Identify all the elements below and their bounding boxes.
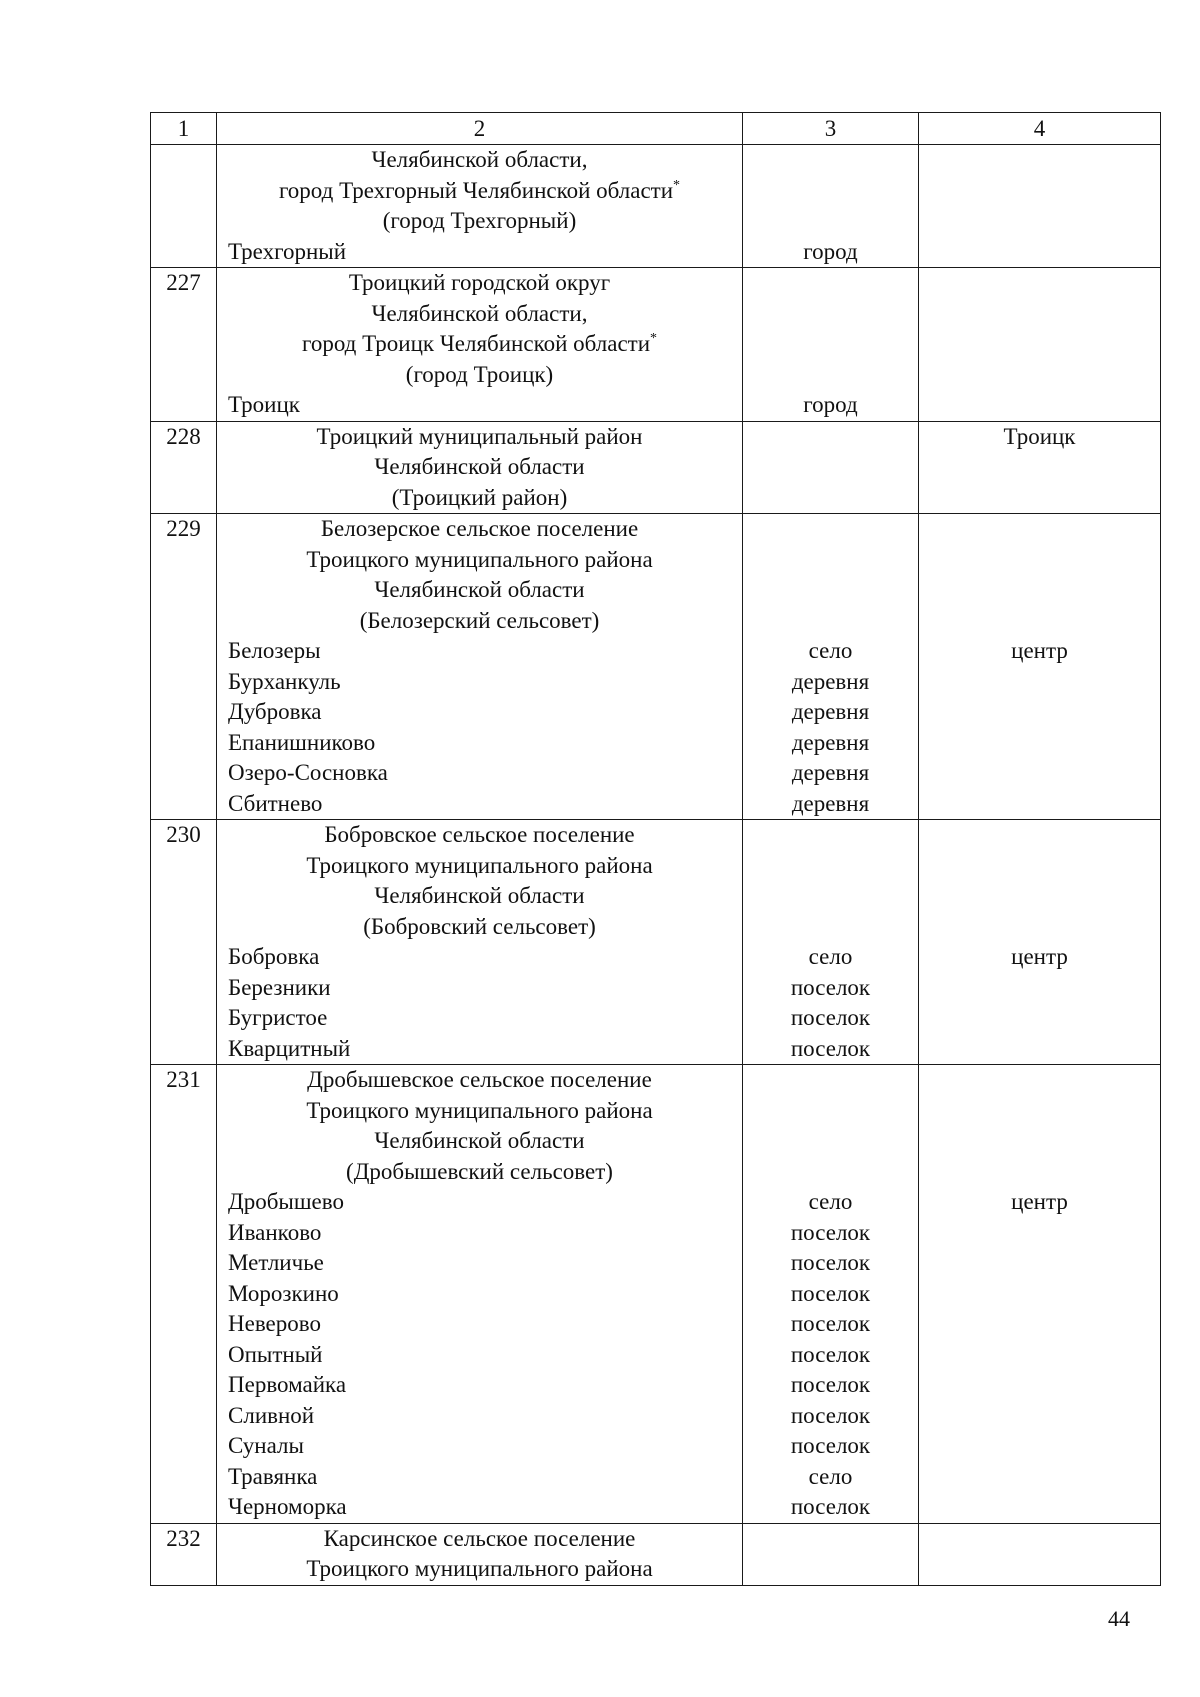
row-center-cell (919, 421, 1161, 514)
place-type: поселок (790, 974, 871, 1000)
admin-center (919, 820, 1160, 851)
place-note (919, 1034, 1160, 1065)
place-name: Бугристое (228, 1005, 328, 1030)
entity-title-text: (Дробышевский сельсовет) (346, 1158, 613, 1184)
row-type-cell (743, 421, 919, 514)
place-note (919, 667, 1160, 698)
spacer-line (743, 1554, 918, 1585)
place-name: Сбитнево (228, 790, 323, 816)
place-note (919, 758, 1160, 789)
entity-title-line (217, 851, 742, 882)
place-note (919, 697, 1160, 728)
spacer-line (743, 1157, 918, 1188)
entity-title-text: Челябинской области, (371, 147, 588, 172)
entity-title-line (217, 145, 742, 176)
place-type: поселок (790, 1250, 871, 1275)
place-note (919, 1003, 1160, 1034)
spacer-line (743, 206, 918, 237)
row-name-cell (217, 268, 743, 422)
entity-title-line (217, 1065, 742, 1096)
place-type: деревня (791, 729, 870, 755)
spacer-line (743, 360, 918, 391)
place-name: Бурханкуль (228, 668, 341, 694)
spacer-line (919, 1554, 1160, 1585)
header-cell-4: 4 (919, 113, 1161, 145)
spacer-line (743, 1096, 918, 1127)
place-name: Черноморка (228, 1494, 347, 1519)
place-type: город (803, 238, 858, 264)
place-name: Кварцитный (228, 1035, 351, 1061)
row-center-cell (919, 268, 1161, 422)
place-note (919, 390, 1160, 421)
place-type: поселок (790, 1035, 871, 1061)
spacer-line (743, 176, 918, 207)
spacer-line (743, 268, 918, 299)
entity-title-text: (город Трехгорный) (382, 208, 577, 233)
place-name: Суналы (228, 1433, 304, 1458)
place-type: село (808, 1189, 853, 1214)
place-name: Дробышево (228, 1189, 344, 1214)
spacer-line (743, 912, 918, 943)
place-type: деревня (791, 790, 870, 816)
entity-title-text: Челябинской области (374, 454, 585, 479)
place-type: поселок (790, 1372, 871, 1397)
spacer-line (743, 1065, 918, 1096)
entity-title-text: (Бобровский сельсовет) (363, 913, 596, 939)
place-note (919, 237, 1160, 268)
place-type: поселок (790, 1219, 871, 1245)
entity-title-line (217, 1524, 742, 1555)
spacer-line (743, 299, 918, 330)
spacer-line (743, 452, 918, 483)
place-name: Бобровка (228, 944, 320, 969)
admin-center (919, 1065, 1160, 1096)
place-name: Опытный (228, 1341, 323, 1367)
spacer-line (743, 329, 918, 360)
spacer-line (919, 452, 1160, 483)
header-cell-2: 2 (217, 113, 743, 145)
row-number: 229 (151, 514, 217, 820)
entity-title-line (217, 176, 742, 207)
table-row (151, 514, 1161, 820)
place-note (919, 1248, 1160, 1279)
entity-title-line (217, 422, 742, 453)
place-name: Иванково (228, 1219, 322, 1245)
entity-title-line (217, 575, 742, 606)
entity-title-text: Бобровское сельское поселение (324, 822, 635, 847)
entity-title-line (217, 299, 742, 330)
spacer-line (919, 912, 1160, 943)
spacer-line (919, 176, 1160, 207)
row-type-cell (743, 268, 919, 422)
place-type: поселок (790, 1005, 871, 1030)
place-note (919, 728, 1160, 759)
row-center-cell (919, 1065, 1161, 1524)
spacer-line (919, 483, 1160, 514)
place-name: Сливной (228, 1402, 315, 1428)
entity-title-line (217, 1096, 742, 1127)
entity-title-line (217, 329, 742, 360)
spacer-line (919, 206, 1160, 237)
spacer-line (743, 545, 918, 576)
entity-title-text: Троицкого муниципального района (306, 546, 653, 572)
place-name: Метличье (228, 1250, 324, 1275)
entity-title-line (217, 606, 742, 637)
spacer-line (919, 545, 1160, 576)
entity-title-line (217, 1126, 742, 1157)
place-type: село (808, 638, 853, 663)
row-number: 231 (151, 1065, 217, 1524)
place-note (919, 1462, 1160, 1493)
place-name: Озеро-Сосновка (228, 760, 388, 785)
spacer-line (743, 1126, 918, 1157)
entity-title-text: (город Троицк) (405, 361, 554, 387)
entity-title-text: Троицкого муниципального района (306, 1097, 653, 1123)
place-name: Первомайка (228, 1372, 347, 1397)
table-row (151, 145, 1161, 268)
spacer-line (743, 1524, 918, 1555)
entity-title-text: Челябинской области (374, 1128, 585, 1153)
place-type: село (808, 944, 853, 969)
table-row (151, 1523, 1161, 1585)
spacer-line (743, 422, 918, 453)
place-name: Трехгорный (228, 238, 347, 264)
admin-center (919, 514, 1160, 545)
entity-title-text: Троицкий муниципальный район (316, 423, 643, 449)
entity-title-text: (Белозерский сельсовет) (359, 607, 600, 633)
row-name-cell (217, 514, 743, 820)
place-name: Троицк (228, 392, 300, 417)
entity-title-line (217, 206, 742, 237)
settlements-table (150, 112, 1161, 1586)
place-name: Дубровка (228, 699, 322, 724)
row-type-cell (743, 514, 919, 820)
place-note: центр (1011, 1189, 1068, 1214)
spacer-line (919, 1157, 1160, 1188)
admin-center: Троицк (1003, 423, 1076, 449)
place-note (919, 1492, 1160, 1523)
row-name-cell (217, 1523, 743, 1585)
entity-title-line (217, 360, 742, 391)
entity-title-line (217, 820, 742, 851)
admin-center (919, 268, 1160, 299)
table-row (151, 268, 1161, 422)
place-note (919, 1370, 1160, 1401)
place-note (919, 1340, 1160, 1371)
place-note: центр (1011, 638, 1068, 663)
entity-title-line (217, 1157, 742, 1188)
table-row (151, 1065, 1161, 1524)
header-cell-3: 3 (743, 113, 919, 145)
row-name-cell (217, 820, 743, 1065)
row-number (151, 145, 217, 268)
row-center-cell (919, 145, 1161, 268)
spacer-line (919, 1126, 1160, 1157)
place-type: деревня (791, 760, 870, 785)
entity-title-text: город Трехгорный Челябинской области (278, 177, 674, 203)
row-type-cell (743, 1523, 919, 1585)
row-number: 227 (151, 268, 217, 422)
entity-title-line (217, 483, 742, 514)
place-type: поселок (790, 1311, 871, 1336)
row-number: 232 (151, 1523, 217, 1585)
spacer-line (919, 1096, 1160, 1127)
row-center-cell (919, 820, 1161, 1065)
footnote-mark: * (673, 177, 681, 193)
spacer-line (743, 575, 918, 606)
place-note (919, 973, 1160, 1004)
page-number: 44 (1108, 1606, 1130, 1631)
admin-center (919, 1524, 1160, 1555)
spacer-line (743, 514, 918, 545)
place-name: Белозеры (228, 638, 321, 663)
entity-title-text: Челябинской области (374, 577, 585, 602)
entity-title-line (217, 514, 742, 545)
place-note (919, 1279, 1160, 1310)
entity-title-line (217, 545, 742, 576)
entity-title-line (217, 1554, 742, 1585)
row-name-cell (217, 421, 743, 514)
row-number: 230 (151, 820, 217, 1065)
row-type-cell (743, 1065, 919, 1524)
row-number: 228 (151, 421, 217, 514)
entity-title-text: Белозерское сельское поселение (320, 516, 639, 541)
spacer-line (743, 483, 918, 514)
row-center-cell (919, 1523, 1161, 1585)
place-note (919, 1401, 1160, 1432)
place-type: поселок (790, 1494, 871, 1519)
place-note: центр (1011, 944, 1068, 969)
place-type: поселок (790, 1280, 871, 1306)
place-name: Епанишниково (228, 729, 376, 755)
entity-title-text: Троицкого муниципального района (306, 1556, 653, 1581)
spacer-line (919, 851, 1160, 882)
header-cell-1: 1 (151, 113, 217, 145)
spacer-line (743, 820, 918, 851)
entity-title-text: Челябинской области, (371, 300, 588, 326)
spacer-line (743, 881, 918, 912)
place-type: деревня (791, 699, 870, 724)
place-type: поселок (790, 1341, 871, 1367)
spacer-line (919, 299, 1160, 330)
row-name-cell (217, 1065, 743, 1524)
header-row (151, 113, 1161, 145)
place-type: поселок (790, 1402, 871, 1428)
table-body (151, 113, 1161, 1586)
place-type: поселок (790, 1433, 871, 1458)
entity-title-text: Карсинское сельское поселение (323, 1525, 636, 1551)
table-row (151, 820, 1161, 1065)
spacer-line (743, 851, 918, 882)
spacer-line (919, 329, 1160, 360)
spacer-line (743, 606, 918, 637)
spacer-line (919, 881, 1160, 912)
entity-title-text: Троицкого муниципального района (306, 852, 653, 878)
spacer-line (743, 145, 918, 176)
place-type: село (808, 1463, 853, 1489)
place-name: Морозкино (228, 1280, 339, 1306)
entity-title-line (217, 268, 742, 299)
place-name: Неверово (228, 1311, 321, 1336)
table-row (151, 421, 1161, 514)
place-name: Травянка (228, 1463, 318, 1489)
entity-title-line (217, 912, 742, 943)
place-note (919, 1309, 1160, 1340)
row-type-cell (743, 145, 919, 268)
footnote-mark: * (650, 331, 658, 346)
place-note (919, 789, 1160, 820)
place-type: город (803, 392, 858, 417)
entity-title-text: Дробышевское сельское поселение (307, 1067, 652, 1092)
spacer-line (919, 606, 1160, 637)
place-note (919, 1431, 1160, 1462)
spacer-line (919, 360, 1160, 391)
entity-title-text: (Троицкий район) (391, 484, 568, 510)
row-center-cell (919, 514, 1161, 820)
entity-title-line (217, 452, 742, 483)
place-type: деревня (791, 668, 870, 694)
entity-title-text: город Троицк Челябинской области (301, 331, 651, 356)
entity-title-text: Троицкий городской округ (348, 270, 611, 295)
row-name-cell (217, 145, 743, 268)
spacer-line (919, 575, 1160, 606)
place-note (919, 1218, 1160, 1249)
entity-title-text: Челябинской области (374, 883, 585, 908)
row-type-cell (743, 820, 919, 1065)
place-name: Березники (228, 974, 331, 1000)
admin-center (919, 145, 1160, 176)
entity-title-line (217, 881, 742, 912)
